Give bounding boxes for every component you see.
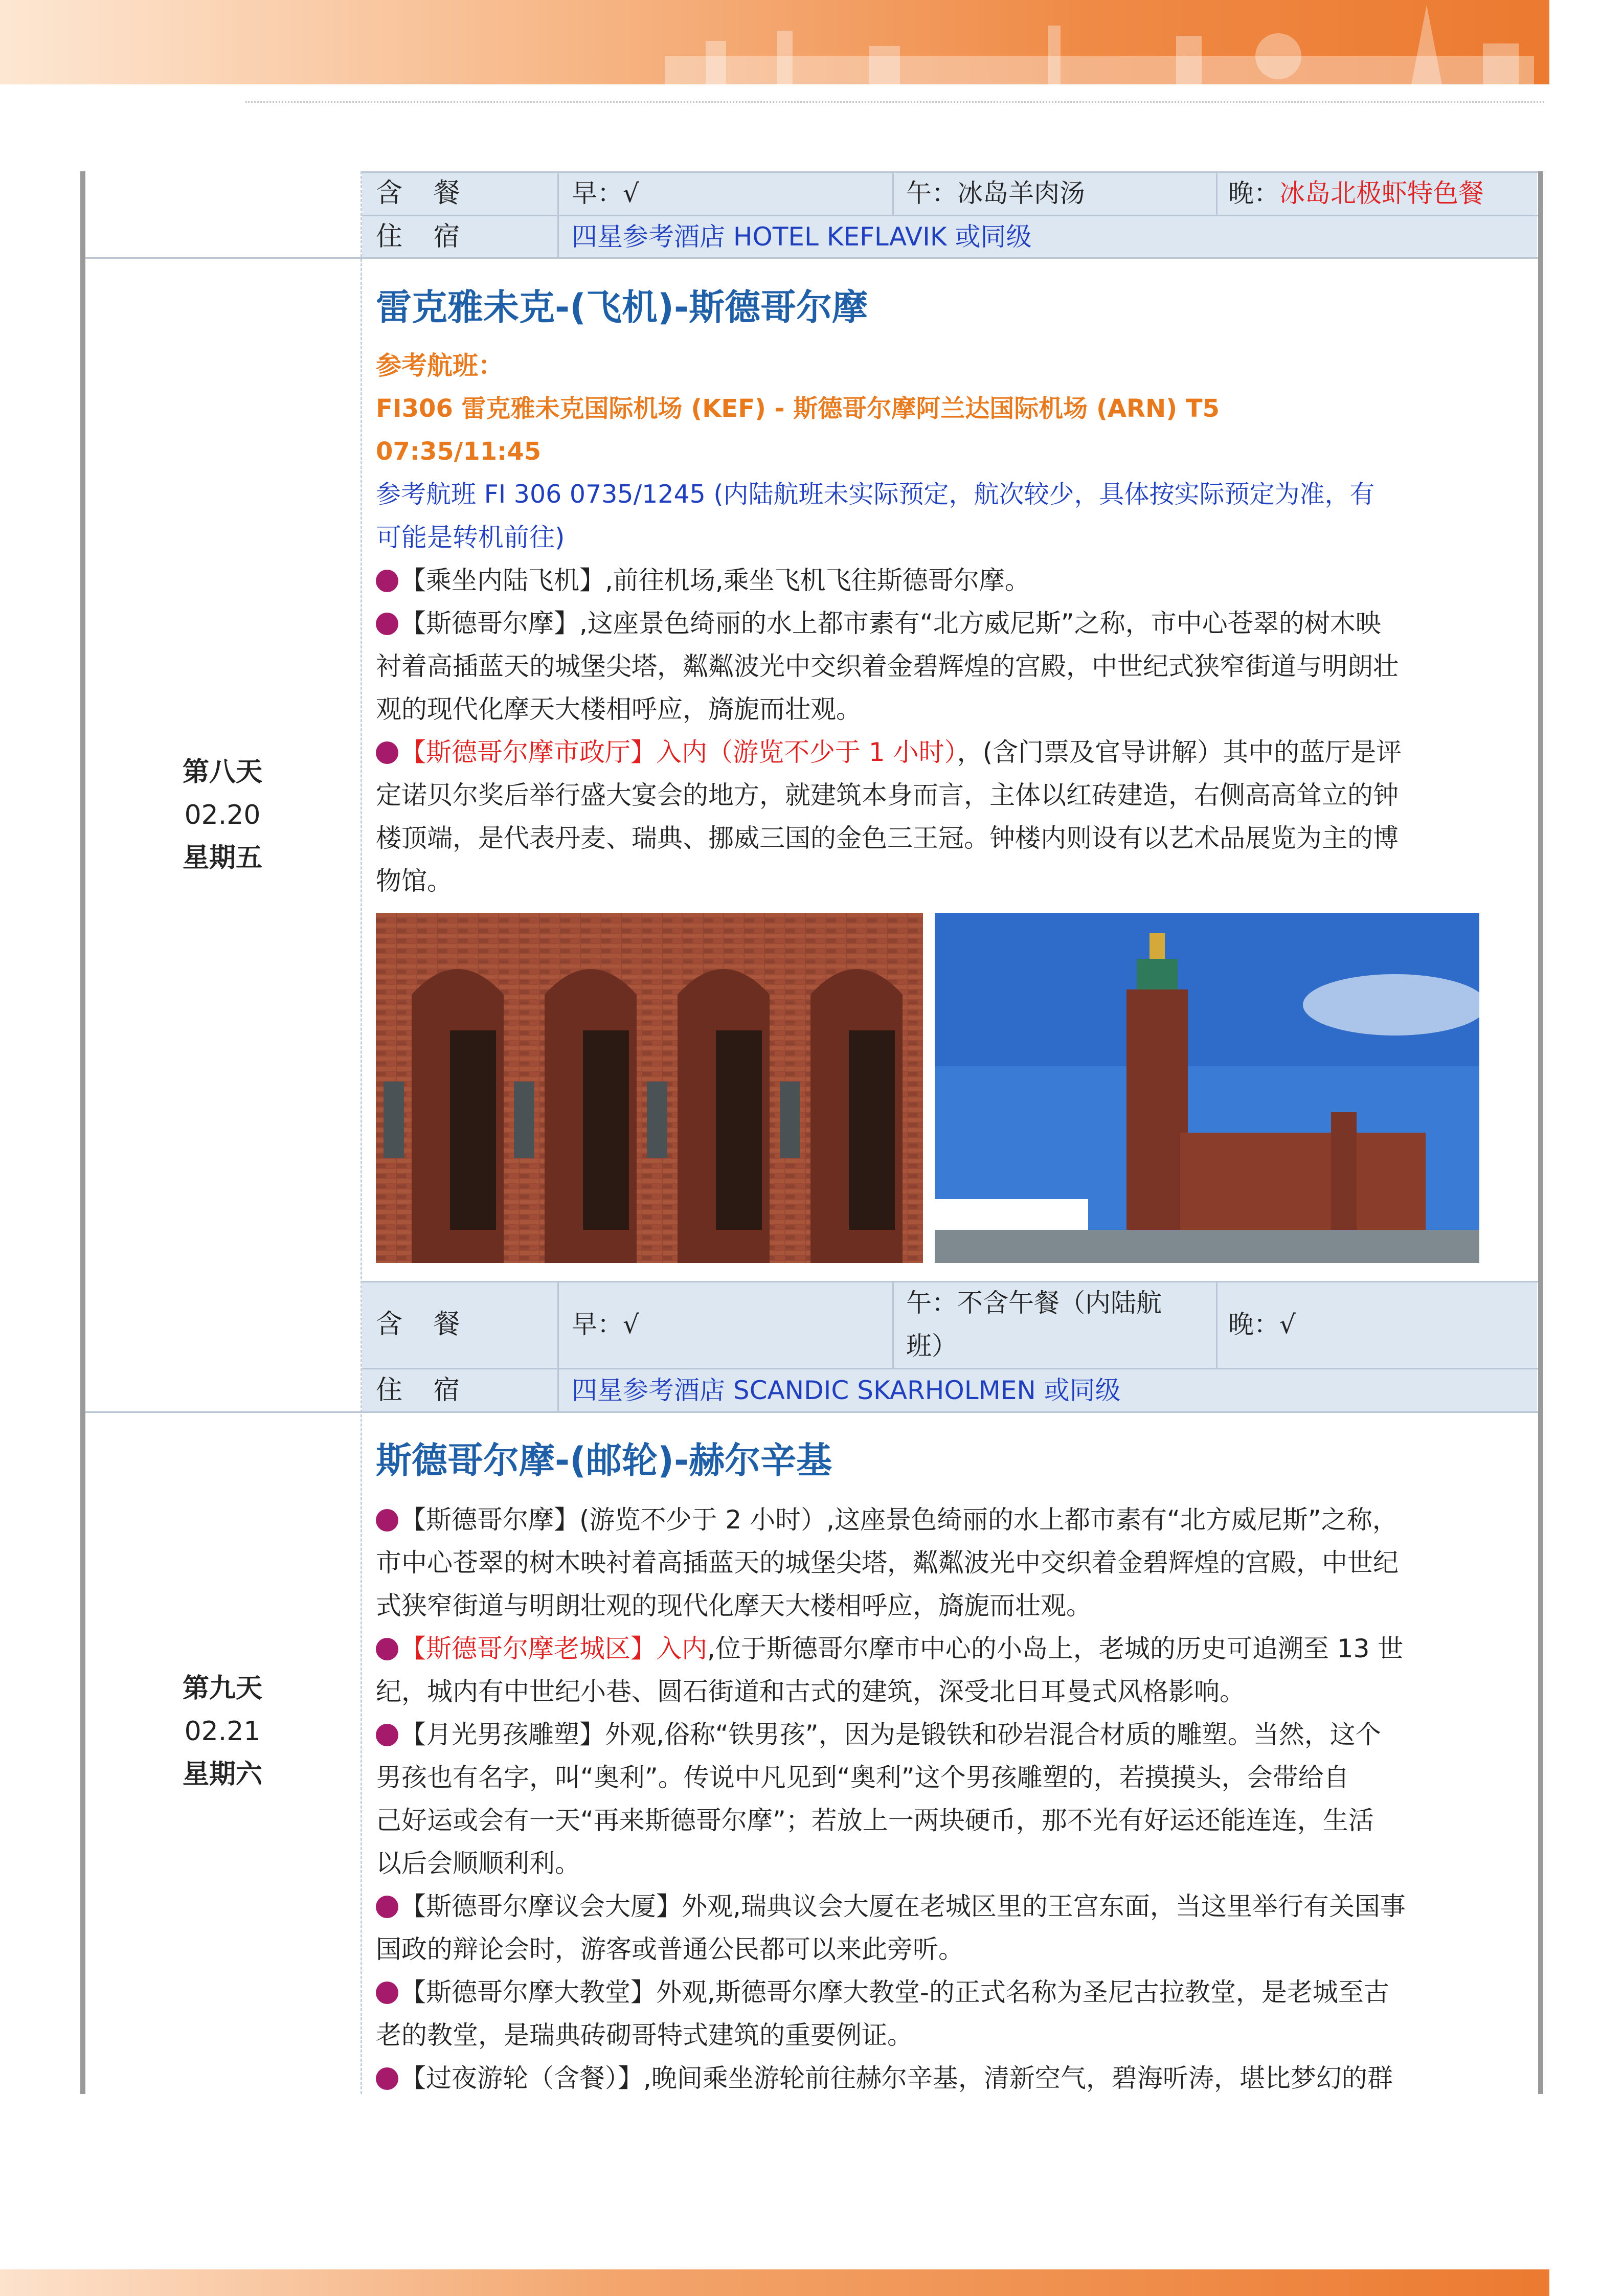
header-banner (0, 0, 1549, 84)
bullet-icon (376, 1896, 398, 1918)
day-number: 第九天 (182, 1673, 262, 1704)
text: 式狭窄街道与明朗壮观的现代化摩天大楼相呼应，旖旎而壮观。 (376, 1591, 1092, 1620)
text: 【斯德哥尔摩】 (400, 1505, 579, 1535)
text: 定诺贝尔奖后举行盛大宴会的地方，就建筑本身而言，主体以红砖建造，右侧高高耸立的钟 (376, 780, 1399, 810)
text: ,前往机场,乘坐飞机飞往斯德哥尔摩。 (605, 566, 1030, 595)
bullet-icon (376, 1982, 398, 2004)
text: 【斯德哥尔摩老城区】入内 (400, 1634, 707, 1663)
bullet-icon (376, 741, 398, 764)
itinerary-paragraph (376, 1498, 1531, 2100)
bullet-icon (376, 1724, 398, 1746)
text: 楼顶端，是代表丹麦、瑞典、挪威三国的金色三王冠。钟楼内则设有以艺术品展览为主的博 (376, 823, 1399, 853)
meals-label: 含 餐 (376, 1309, 471, 1340)
text: 以后会顺顺利利。 (376, 1849, 580, 1878)
text: 外观,斯德哥尔摩大教堂-的正式名称为圣尼古拉教堂，是老城至古 (656, 1977, 1389, 2007)
text: 【斯德哥尔摩大教堂】 (400, 1977, 656, 2007)
text: 纪，城内有中世纪小巷、圆石街道和古式的建筑，深受北日耳曼式风格影响。 (376, 1677, 1245, 1706)
text: 观的现代化摩天大楼相呼应，旖旎而壮观。 (376, 694, 862, 724)
table-border-left (80, 171, 85, 2094)
rule (1216, 1281, 1218, 1368)
column-divider (360, 171, 362, 2094)
text: ,这座景色绮丽的水上都市素有“北方威尼斯”之称，市中心苍翠的树木映 (579, 609, 1381, 638)
hotel: 四星参考酒店 SCANDIC SKARHOLMEN 或同级 (572, 1376, 1121, 1405)
day-title: 雷克雅未克-(飞机)-斯德哥尔摩 (376, 286, 868, 328)
text: 【斯德哥尔摩】 (400, 609, 579, 638)
bullet-icon (376, 570, 398, 592)
dinner (1228, 172, 1484, 215)
text: 国政的辩论会时，游客或普通公民都可以来此旁听。 (376, 1934, 964, 1964)
text: ,晚间乘坐游轮前往赫尔辛基，清新空气，碧海听涛，堪比梦幻的群 (643, 2063, 1393, 2093)
text: 【斯德哥尔摩市政厅】入内（游览不少于 1 小时） (400, 737, 957, 767)
lodging-label: 住 宿 (376, 221, 471, 252)
rule (892, 1281, 894, 1368)
dinner-prefix: 晚： (1228, 178, 1279, 208)
rule (557, 1281, 559, 1411)
flight-time: 07:35/11:45 (376, 437, 542, 466)
lodging-label: 住 宿 (376, 1375, 471, 1406)
text: 己好运或会有一天“再来斯德哥尔摩”；若放上一两块硬币，那不光有好运还能连连，生活 (376, 1806, 1374, 1835)
itinerary-paragraph (376, 559, 1531, 903)
flight-note-cont: 可能是转机前往) (376, 523, 565, 552)
day-weekday: 星期五 (182, 843, 262, 873)
day-title: 斯德哥尔摩-(邮轮)-赫尔辛基 (376, 1439, 832, 1481)
day-weekday: 星期六 (182, 1759, 262, 1790)
table-border-right (1538, 171, 1543, 2094)
dinner-value: 冰岛北极虾特色餐 (1279, 178, 1484, 208)
day-label (89, 751, 355, 880)
text: 外观,俗称“铁男孩”，因为是锻铁和砂岩混合材质的雕塑。当然，这个 (605, 1720, 1381, 1749)
text: 市中心苍翠的树木映衬着高插蓝天的城堡尖塔，粼粼波光中交织着金碧辉煌的宫殿，中世纪 (376, 1548, 1399, 1578)
hotel: 四星参考酒店 HOTEL KEFLAVIK 或同级 (572, 222, 1032, 252)
text: 外观,瑞典议会大厦在老城区里的王宫东面，当这里举行有关国事 (682, 1892, 1406, 1921)
text: ,位于斯德哥尔摩市中心的小岛上，老城的历史可追溯至 13 世 (707, 1634, 1404, 1663)
footer-banner (0, 2269, 1549, 2296)
text: 【乘坐内陆飞机】 (400, 566, 605, 595)
rule (1216, 171, 1218, 215)
rule (557, 171, 559, 257)
bullet-icon (376, 2067, 398, 2090)
lunch: 午：不含午餐（内陆航 (906, 1288, 1162, 1318)
bullet-icon (376, 1638, 398, 1660)
text: (游览不少于 2 小时）,这座景色绮丽的水上都市素有“北方威尼斯”之称， (579, 1505, 1398, 1535)
day-label (89, 1667, 355, 1796)
dinner: 晚：√ (1228, 1310, 1296, 1339)
text: 男孩也有名字，叫“奥利”。传说中凡见到“奥利”这个男孩雕塑的，若摸摸头，会带给自 (376, 1763, 1349, 1792)
flight-label: 参考航班： (376, 351, 504, 380)
lunch: 午：冰岛羊肉汤 (906, 178, 1085, 208)
breakfast: 早：√ (572, 178, 639, 208)
flight-line: FI306 雷克雅未克国际机场 (KEF) - 斯德哥尔摩阿兰达国际机场 (ARN) T5 (376, 394, 1220, 423)
breakfast: 早：√ (572, 1310, 639, 1339)
text: 老的教堂，是瑞典砖砌哥特式建筑的重要例证。 (376, 2020, 913, 2050)
lunch-cont: 班） (906, 1331, 957, 1361)
text: 【过夜游轮（含餐）】 (400, 2063, 643, 2093)
rule (892, 171, 894, 215)
meals-label: 含 餐 (376, 178, 471, 209)
day-number: 第八天 (182, 757, 262, 787)
text: 【月光男孩雕塑】 (400, 1720, 605, 1749)
day-date: 02.21 (184, 1716, 261, 1747)
city-hall-exterior-photo (935, 913, 1479, 1263)
flight-note: 参考航班 FI 306 0735/1245 (内陆航班未实际预定，航次较少，具体按实际预定为准，有 (376, 480, 1375, 509)
header-divider (245, 101, 1544, 104)
text: 衬着高插蓝天的城堡尖塔，粼粼波光中交织着金碧辉煌的宫殿，中世纪式狭窄街道与明朗壮 (376, 651, 1399, 681)
text: 物馆。 (376, 866, 453, 896)
bullet-icon (376, 613, 398, 635)
skyline-decoration (0, 0, 1549, 84)
day-date: 02.20 (184, 800, 261, 830)
text: ，(含门票及官导讲解）其中的蓝厅是评 (957, 737, 1402, 767)
text: 【斯德哥尔摩议会大厦】 (400, 1892, 682, 1921)
city-hall-facade-photo (376, 913, 923, 1263)
bullet-icon (376, 1509, 398, 1532)
